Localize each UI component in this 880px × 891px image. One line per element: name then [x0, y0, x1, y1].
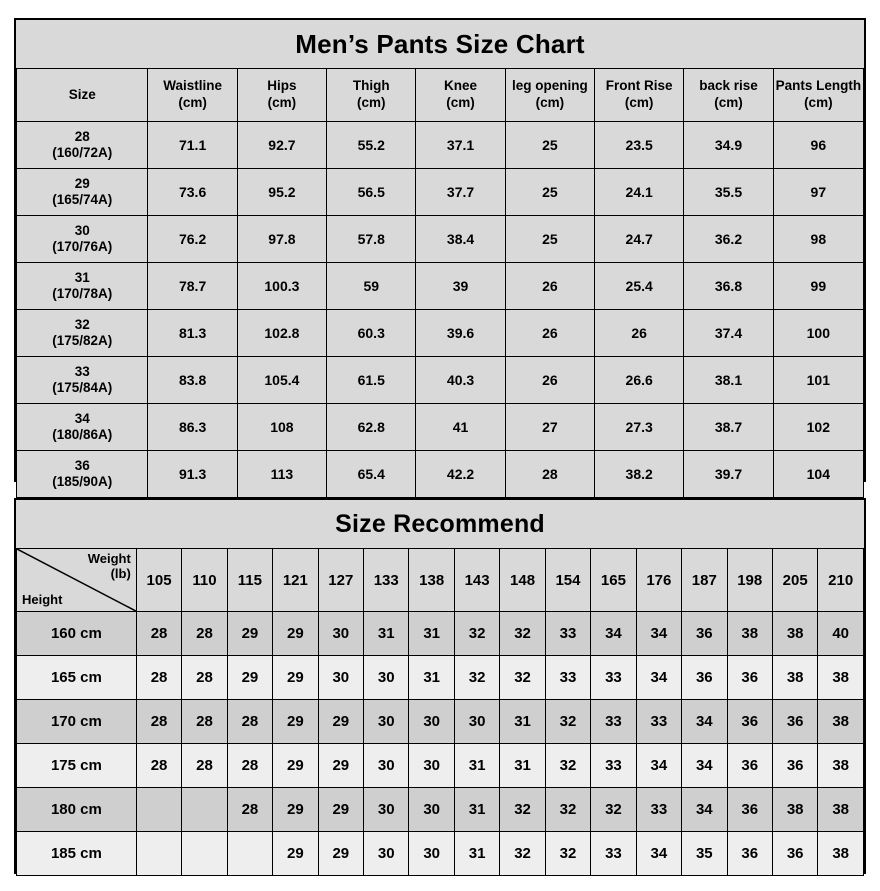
- weight-header-cell: 115: [227, 549, 272, 612]
- measurement-cell: 26: [505, 357, 594, 404]
- measurement-cell: 61.5: [327, 357, 416, 404]
- measurement-cell: 23.5: [595, 122, 684, 169]
- measurement-cell: 34.9: [684, 122, 773, 169]
- recommended-size-cell: 36: [772, 832, 817, 876]
- recommended-size-cell: 29: [227, 612, 272, 656]
- table-row: [17, 451, 864, 498]
- measurement-cell: 100.3: [237, 263, 326, 310]
- recommended-size-cell: 30: [364, 744, 409, 788]
- recommended-size-cell: 28: [182, 656, 227, 700]
- recommended-size-cell: 29: [318, 832, 363, 876]
- column-header-front-rise: Front Rise (cm): [595, 69, 684, 122]
- height-axis-label: Height: [22, 592, 63, 607]
- recommended-size-cell: 32: [500, 832, 545, 876]
- size-spec: (180/86A): [52, 427, 113, 442]
- measurement-cell: 108: [237, 404, 326, 451]
- size-recommend-header-row: [17, 549, 864, 612]
- size-number: 30: [74, 222, 90, 238]
- measurement-cell: 97.8: [237, 216, 326, 263]
- table-row: [17, 216, 864, 263]
- recommended-size-cell: 31: [454, 744, 499, 788]
- measurement-cell: 65.4: [327, 451, 416, 498]
- recommended-size-cell: 28: [182, 612, 227, 656]
- measurement-cell: 81.3: [148, 310, 237, 357]
- recommended-size-cell: 29: [318, 700, 363, 744]
- recommended-size-cell: 38: [818, 744, 864, 788]
- recommended-size-cell: 40: [818, 612, 864, 656]
- weight-header-cell: 187: [682, 549, 727, 612]
- recommended-size-cell: 31: [409, 656, 454, 700]
- recommended-size-cell: 32: [454, 656, 499, 700]
- measurement-cell: 35.5: [684, 169, 773, 216]
- recommended-size-cell: 29: [273, 612, 318, 656]
- measurement-cell: 27.3: [595, 404, 684, 451]
- recommended-size-cell: 38: [818, 788, 864, 832]
- measurement-cell: 56.5: [327, 169, 416, 216]
- table-row: [17, 357, 864, 404]
- recommended-size-cell: 34: [682, 788, 727, 832]
- recommended-size-cell: 33: [545, 656, 590, 700]
- recommended-size-cell: 36: [772, 700, 817, 744]
- recommended-size-cell: 32: [545, 832, 590, 876]
- weight-header-cell: 105: [136, 549, 181, 612]
- size-number: 33: [74, 363, 90, 379]
- size-spec: (175/84A): [52, 380, 113, 395]
- measurement-cell: 25.4: [595, 263, 684, 310]
- table-row: [17, 169, 864, 216]
- recommended-size-cell: 29: [273, 788, 318, 832]
- recommended-size-cell: 30: [409, 744, 454, 788]
- height-header-cell: 185 cm: [17, 832, 137, 876]
- recommended-size-cell: 28: [136, 700, 181, 744]
- measurement-cell: 36.8: [684, 263, 773, 310]
- measurement-cell: 86.3: [148, 404, 237, 451]
- recommended-size-cell: 31: [364, 612, 409, 656]
- recommended-size-cell: 33: [636, 700, 681, 744]
- recommended-size-cell: 38: [818, 656, 864, 700]
- recommended-size-cell: 30: [318, 656, 363, 700]
- recommended-size-cell: 34: [591, 612, 636, 656]
- measurement-cell: 62.8: [327, 404, 416, 451]
- size-spec: (170/76A): [52, 239, 113, 254]
- recommended-size-cell: 36: [727, 832, 772, 876]
- recommended-size-cell: 29: [318, 744, 363, 788]
- size-number: 29: [74, 175, 90, 191]
- recommended-size-cell: 31: [500, 744, 545, 788]
- recommended-size-cell: [182, 788, 227, 832]
- recommended-size-cell: 33: [545, 612, 590, 656]
- measurement-cell: 42.2: [416, 451, 505, 498]
- recommended-size-cell: 28: [227, 788, 272, 832]
- recommended-size-cell: [136, 788, 181, 832]
- measurement-cell: 113: [237, 451, 326, 498]
- recommended-size-cell: 34: [636, 656, 681, 700]
- recommended-size-cell: 34: [636, 612, 681, 656]
- measurement-cell: 101: [773, 357, 863, 404]
- measurement-cell: 39.7: [684, 451, 773, 498]
- size-label-cell: [17, 263, 148, 310]
- measurement-cell: 26: [505, 263, 594, 310]
- column-header-waistline: Waistline (cm): [148, 69, 237, 122]
- size-label-cell: [17, 357, 148, 404]
- recommended-size-cell: 36: [727, 788, 772, 832]
- measurement-cell: 38.2: [595, 451, 684, 498]
- measurement-cell: 25: [505, 122, 594, 169]
- measurement-cell: 37.1: [416, 122, 505, 169]
- measurement-cell: 91.3: [148, 451, 237, 498]
- recommended-size-cell: 28: [182, 744, 227, 788]
- measurement-cell: 71.1: [148, 122, 237, 169]
- weight-header-cell: 210: [818, 549, 864, 612]
- weight-header-cell: 121: [273, 549, 318, 612]
- measurement-cell: 55.2: [327, 122, 416, 169]
- weight-header-cell: 148: [500, 549, 545, 612]
- weight-header-cell: 176: [636, 549, 681, 612]
- size-label-cell: [17, 404, 148, 451]
- weight-header-cell: 143: [454, 549, 499, 612]
- recommended-size-cell: 38: [772, 656, 817, 700]
- measurement-cell: 76.2: [148, 216, 237, 263]
- measurement-cell: 26.6: [595, 357, 684, 404]
- recommended-size-cell: 28: [227, 744, 272, 788]
- column-header-pants-length: Pants Length (cm): [773, 69, 863, 122]
- recommended-size-cell: 33: [591, 744, 636, 788]
- measurement-cell: 60.3: [327, 310, 416, 357]
- recommended-size-cell: 38: [772, 788, 817, 832]
- measurement-cell: 24.1: [595, 169, 684, 216]
- weight-header-cell: 138: [409, 549, 454, 612]
- measurement-cell: 28: [505, 451, 594, 498]
- table-row: [17, 404, 864, 451]
- recommended-size-cell: 30: [364, 700, 409, 744]
- measurement-cell: 38.1: [684, 357, 773, 404]
- recommended-size-cell: 30: [409, 788, 454, 832]
- measurement-cell: 57.8: [327, 216, 416, 263]
- weight-height-corner-cell: [17, 549, 137, 612]
- size-chart-header-row: [17, 69, 864, 122]
- measurement-cell: 25: [505, 216, 594, 263]
- measurement-cell: 98: [773, 216, 863, 263]
- recommended-size-cell: 36: [727, 700, 772, 744]
- measurement-cell: 99: [773, 263, 863, 310]
- recommended-size-cell: 29: [273, 656, 318, 700]
- column-header-size: Size: [17, 69, 148, 122]
- recommended-size-cell: 28: [136, 744, 181, 788]
- recommended-size-cell: 32: [545, 700, 590, 744]
- recommended-size-cell: 32: [545, 788, 590, 832]
- column-header-leg-opening: leg opening (cm): [505, 69, 594, 122]
- measurement-cell: 40.3: [416, 357, 505, 404]
- recommended-size-cell: 30: [364, 788, 409, 832]
- size-label-cell: [17, 169, 148, 216]
- measurement-cell: 25: [505, 169, 594, 216]
- size-spec: (185/90A): [52, 474, 113, 489]
- recommended-size-cell: 32: [500, 612, 545, 656]
- size-spec: (175/82A): [52, 333, 113, 348]
- measurement-cell: 83.8: [148, 357, 237, 404]
- recommended-size-cell: 29: [273, 700, 318, 744]
- measurement-cell: 104: [773, 451, 863, 498]
- height-header-cell: 180 cm: [17, 788, 137, 832]
- weight-axis-label: Weight (lb): [87, 551, 131, 581]
- measurement-cell: 26: [505, 310, 594, 357]
- recommended-size-cell: 30: [409, 832, 454, 876]
- measurement-cell: 39.6: [416, 310, 505, 357]
- measurement-cell: 37.7: [416, 169, 505, 216]
- recommended-size-cell: 31: [409, 612, 454, 656]
- column-header-back-rise: back rise (cm): [684, 69, 773, 122]
- measurement-cell: 102: [773, 404, 863, 451]
- recommended-size-cell: 34: [682, 700, 727, 744]
- weight-header-cell: 165: [591, 549, 636, 612]
- table-row: [17, 832, 864, 876]
- recommended-size-cell: 32: [545, 744, 590, 788]
- recommended-size-cell: 30: [454, 700, 499, 744]
- recommended-size-cell: 30: [409, 700, 454, 744]
- recommended-size-cell: 38: [727, 612, 772, 656]
- recommended-size-cell: 28: [182, 700, 227, 744]
- size-number: 36: [74, 457, 90, 473]
- measurement-cell: 105.4: [237, 357, 326, 404]
- height-header-cell: 160 cm: [17, 612, 137, 656]
- size-recommend-panel: [14, 498, 866, 874]
- measurement-cell: 73.6: [148, 169, 237, 216]
- size-chart-table: [16, 68, 864, 498]
- recommended-size-cell: [136, 832, 181, 876]
- measurement-cell: 37.4: [684, 310, 773, 357]
- size-label-cell: [17, 310, 148, 357]
- measurement-cell: 59: [327, 263, 416, 310]
- measurement-cell: 39: [416, 263, 505, 310]
- table-row: [17, 700, 864, 744]
- recommended-size-cell: 32: [500, 656, 545, 700]
- recommended-size-cell: 29: [273, 832, 318, 876]
- recommended-size-cell: [227, 832, 272, 876]
- recommended-size-cell: 32: [591, 788, 636, 832]
- measurement-cell: 100: [773, 310, 863, 357]
- column-header-knee: Knee (cm): [416, 69, 505, 122]
- recommended-size-cell: 31: [454, 788, 499, 832]
- size-chart-title: Men’s Pants Size Chart: [16, 20, 864, 68]
- height-header-cell: 170 cm: [17, 700, 137, 744]
- mens-pants-size-chart-panel: [14, 18, 866, 489]
- measurement-cell: 27: [505, 404, 594, 451]
- size-number: 34: [74, 410, 90, 426]
- recommended-size-cell: 30: [318, 612, 363, 656]
- recommended-size-cell: 29: [318, 788, 363, 832]
- recommended-size-cell: 36: [682, 612, 727, 656]
- size-label-cell: [17, 216, 148, 263]
- weight-header-cell: 205: [772, 549, 817, 612]
- table-row: [17, 744, 864, 788]
- size-spec: (165/74A): [52, 192, 113, 207]
- recommended-size-cell: 34: [682, 744, 727, 788]
- recommended-size-cell: 30: [364, 656, 409, 700]
- measurement-cell: 96: [773, 122, 863, 169]
- recommended-size-cell: 34: [636, 832, 681, 876]
- size-number: 31: [74, 269, 90, 285]
- recommended-size-cell: 38: [818, 700, 864, 744]
- recommended-size-cell: 33: [636, 788, 681, 832]
- measurement-cell: 24.7: [595, 216, 684, 263]
- height-header-cell: 165 cm: [17, 656, 137, 700]
- table-row: [17, 122, 864, 169]
- weight-header-cell: 127: [318, 549, 363, 612]
- measurement-cell: 36.2: [684, 216, 773, 263]
- recommended-size-cell: 36: [772, 744, 817, 788]
- size-number: 28: [74, 128, 90, 144]
- size-number: 32: [74, 316, 90, 332]
- recommended-size-cell: 33: [591, 700, 636, 744]
- weight-header-cell: 133: [364, 549, 409, 612]
- recommended-size-cell: 31: [500, 700, 545, 744]
- measurement-cell: 78.7: [148, 263, 237, 310]
- size-label-cell: [17, 122, 148, 169]
- measurement-cell: 38.7: [684, 404, 773, 451]
- recommended-size-cell: 38: [772, 612, 817, 656]
- recommended-size-cell: 28: [136, 656, 181, 700]
- table-row: [17, 612, 864, 656]
- recommended-size-cell: 36: [727, 656, 772, 700]
- recommended-size-cell: 32: [500, 788, 545, 832]
- weight-header-cell: 154: [545, 549, 590, 612]
- recommended-size-cell: 30: [364, 832, 409, 876]
- measurement-cell: 38.4: [416, 216, 505, 263]
- measurement-cell: 102.8: [237, 310, 326, 357]
- recommended-size-cell: 34: [636, 744, 681, 788]
- column-header-thigh: Thigh (cm): [327, 69, 416, 122]
- recommended-size-cell: 35: [682, 832, 727, 876]
- recommended-size-cell: [182, 832, 227, 876]
- size-recommend-table: [16, 548, 864, 876]
- measurement-cell: 97: [773, 169, 863, 216]
- recommended-size-cell: 36: [727, 744, 772, 788]
- weight-header-cell: 198: [727, 549, 772, 612]
- recommended-size-cell: 31: [454, 832, 499, 876]
- table-row: [17, 788, 864, 832]
- column-header-hips: Hips (cm): [237, 69, 326, 122]
- size-label-cell: [17, 451, 148, 498]
- recommended-size-cell: 28: [136, 612, 181, 656]
- table-row: [17, 263, 864, 310]
- recommended-size-cell: 33: [591, 832, 636, 876]
- recommended-size-cell: 33: [591, 656, 636, 700]
- measurement-cell: 95.2: [237, 169, 326, 216]
- recommended-size-cell: 28: [227, 700, 272, 744]
- recommended-size-cell: 29: [227, 656, 272, 700]
- size-recommend-title: Size Recommend: [16, 500, 864, 548]
- measurement-cell: 92.7: [237, 122, 326, 169]
- table-row: [17, 310, 864, 357]
- weight-header-cell: 110: [182, 549, 227, 612]
- size-spec: (160/72A): [52, 145, 113, 160]
- recommended-size-cell: 29: [273, 744, 318, 788]
- recommended-size-cell: 32: [454, 612, 499, 656]
- height-header-cell: 175 cm: [17, 744, 137, 788]
- measurement-cell: 26: [595, 310, 684, 357]
- table-row: [17, 656, 864, 700]
- recommended-size-cell: 38: [818, 832, 864, 876]
- size-spec: (170/78A): [52, 286, 113, 301]
- recommended-size-cell: 36: [682, 656, 727, 700]
- measurement-cell: 41: [416, 404, 505, 451]
